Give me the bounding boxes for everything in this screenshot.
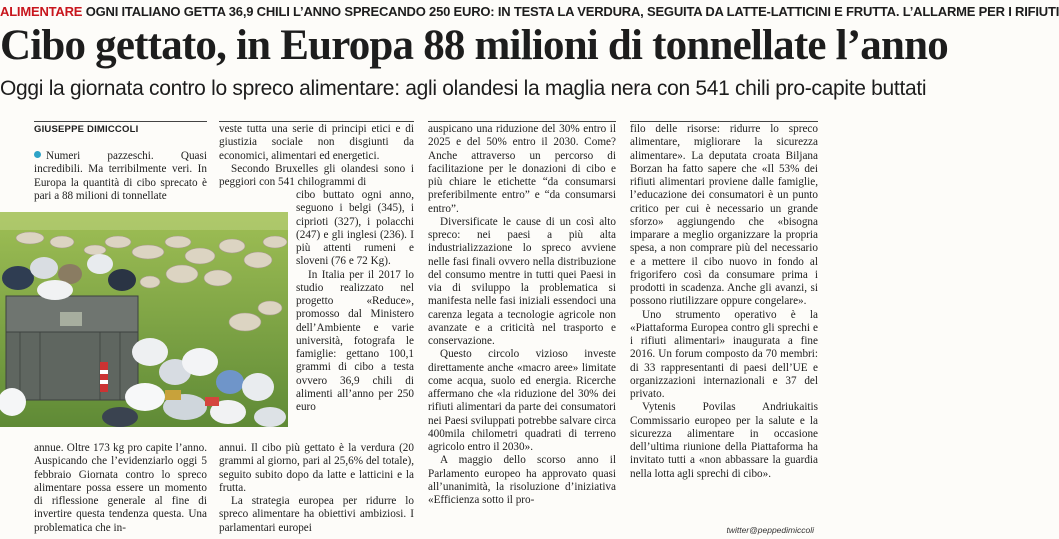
column-rule-4 bbox=[630, 121, 818, 122]
article-column-1-top bbox=[34, 150, 207, 212]
author-twitter-credit: twitter@peppedimiccoli bbox=[726, 525, 814, 535]
article-text: Diversificate le cause di un così alto spreco: nei paesi a più alta industrializzazione lo spreco avviene nelle fasi finali ovvero nella distribuzione del consumo mentre in tutti quei Paesi in via di sviluppo la problematica si manifesta nelle fasi iniziali essendoci una carenza legata a tecnologie agricole non avanzate e a criticità nel trasporto e conservazione. bbox=[428, 215, 616, 347]
article-text: annui. Il cibo più gettato è la verdura (20 grammi al giorno, pari al 25,6% del totale), seguito subito dopo da latte e latticini e la frutta. bbox=[219, 442, 414, 494]
article-text: annue. Oltre 173 kg pro capite l’anno. Auspicando che l’evidenziarlo oggi 5 febbraio Giornata contro lo spreco alimentare possa essere un momento di riflessione generale al fine di invertire questa tendenza questa. Una problematica che in- bbox=[34, 442, 207, 534]
article-text: filo delle risorse: ridurre lo spreco alimentare, migliorare la sicurezza alimentare». La deputata croata Biljana Borzan ha fatto sapere che «Il 53% dei rifiuti alimentari proviene dalle famiglie, l’educazione dei consumatori è un punto critico per cui è necessario un grande sforzo» aggiungendo che «bisogna imparare a meglio organizzare la propria spesa, a non comprare più del necessario e a mettere il cibo nuovo in fondo al frigorifero così da consumare prima i prodotti in scadenza. Anche gli avanzi, si possono riutilizzare oppure congelare». bbox=[630, 123, 818, 308]
bullet-icon bbox=[34, 151, 41, 158]
article-text: auspicano una riduzione del 30% entro il 2025 e del 50% entro il 2030. Come? Anche attraverso un percorso di facilitazione per le donazioni di cibo e più chiare le etichette “da consumarsi preferibilmente entro” e “da consumarsi entro”. bbox=[428, 123, 616, 215]
kicker bbox=[0, 3, 1059, 20]
article-column-4 bbox=[630, 123, 818, 521]
article-column-1-bottom bbox=[34, 442, 207, 536]
byline: GIUSEPPE DIMICCOLI bbox=[34, 124, 139, 135]
article-column-2-middle bbox=[296, 189, 414, 443]
article-text: A maggio dello scorso anno il Parlamento europeo ha approvato quasi all’unanimità, la risoluzione d’iniziativa «Efficienza sotto il pro- bbox=[428, 454, 616, 506]
subheadline: Oggi la giornata contro lo spreco alimentare: agli olandesi la maglia nera con 541 chili pro-capite buttati bbox=[0, 77, 927, 100]
article-text: veste tutta una serie di principi etici e di giustizia sociale non disgiunti da economici, alimentari ed energetici. bbox=[219, 123, 414, 162]
article-text: Numeri pazzeschi. Quasi incredibili. Ma terribilmente veri. In Europa la quantità di cibo sprecato è pari a 88 milioni di tonnellate bbox=[34, 150, 207, 202]
column-rule-3 bbox=[428, 121, 616, 122]
article-text: Vytenis Povilas Andriukaitis Commissario europeo per la salute e la sicurezza alimentare in occasione dell’ultima riunione della Piattaforma ha invitato tutti a «non abbassare la guardia nella lotta agli sprechi di cibo». bbox=[630, 401, 818, 480]
article-text: In Italia per il 2017 lo studio realizzato nel progetto «Reduce», promosso dal Ministero dell’Ambiente e varie università, fotografa le famiglie: gettano 100,1 grammi di cibo a testa ovvero 36,9 chili di alimenti all’anno per 250 euro bbox=[296, 268, 414, 413]
article-column-2-top bbox=[219, 123, 414, 189]
article-text: Uno strumento operativo è la «Piattaforma Europea contro gli sprechi e i rifiuti alimentari» inaugurata a fine 2016. Un forum composto da 70 membri: di 33 rappresentanti di paesi dell’UE e organizzazioni internazionali e 37 del privato. bbox=[630, 308, 818, 400]
article-text: Secondo Bruxelles gli olandesi sono i peggiori con 541 chilogrammi di bbox=[219, 162, 414, 188]
article-text: Questo circolo vizioso investe direttamente anche «macro aree» limitate come acqua, suolo ed energia. Ricerche affermano che «la riduzione del 30% dei rifiuti alimentari da parte dei consumatori nei Paesi sviluppati potrebbe salvare circa 400mila chilometri quadrati di terreno agricolo entro il 2030». bbox=[428, 348, 616, 453]
article-text: La strategia europea per ridurre lo spreco alimentare ha obiettivi ambiziosi. I parlamentari europei bbox=[219, 495, 414, 534]
headline: Cibo gettato, in Europa 88 milioni di tonnellate l’anno bbox=[0, 22, 948, 69]
dumpster-with-sheep-photo bbox=[0, 212, 288, 427]
kicker-text: OGNI ITALIANO GETTA 36,9 CHILI L’ANNO SPRECANDO 250 EURO: IN TESTA LA VERDURA, SEGUITA DA LATTE-LATTICINI E FRUTTA. L’ALLARME PER I RIFIUTI bbox=[85, 4, 1059, 19]
article-text: cibo buttato ogni anno, seguono i belgi (345), i ciprioti (327), i polacchi (247) e gli inglesi (236). I più attenti rumeni e sloveni (76 e 72 Kg). bbox=[296, 189, 414, 268]
article-column-2-bottom bbox=[219, 442, 414, 536]
column-rule-2 bbox=[219, 121, 414, 122]
article-column-3 bbox=[428, 123, 616, 536]
section-tag: ALIMENTARE bbox=[0, 4, 83, 19]
column-rule-1 bbox=[34, 121, 207, 122]
